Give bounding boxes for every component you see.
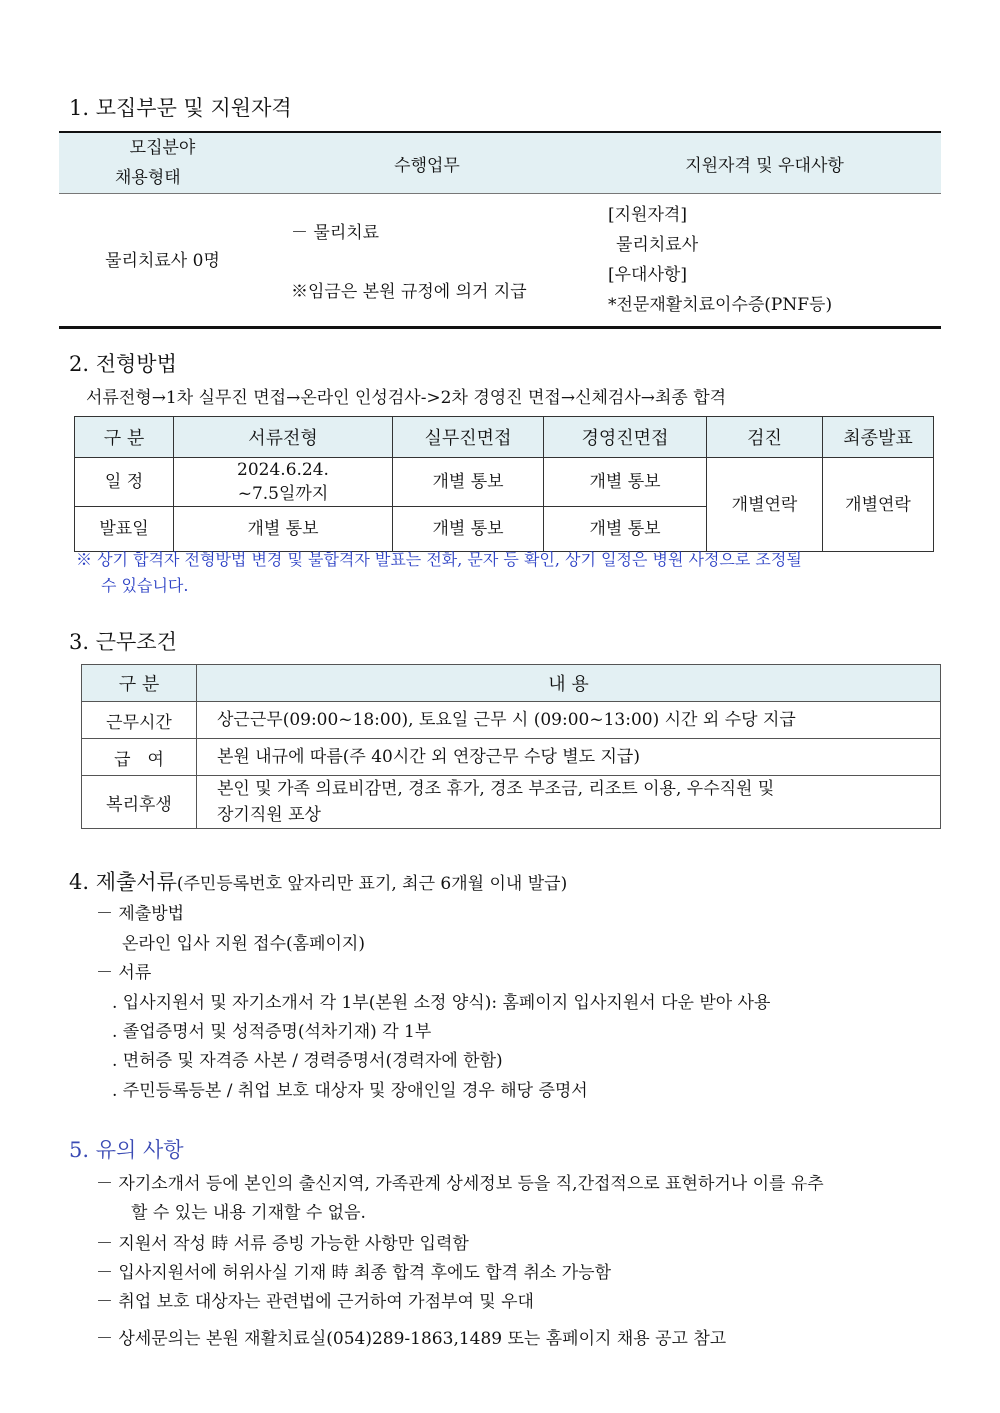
- schedule-staff-interview: 개별 통보: [393, 458, 544, 507]
- notice-item: － 입사지원서에 허위사실 기재 時 최종 합격 후에도 합격 취소 가능함: [96, 1263, 612, 1283]
- qual-line-2: 물리치료사: [616, 235, 699, 255]
- welfare-line-1: 본인 및 가족 의료비감면, 경조 휴가, 경조 부조금, 리조트 이용, 우수직원 및: [217, 779, 775, 799]
- documents-label: － 서류: [96, 963, 152, 983]
- conditions-label-hours: 근무시간: [82, 702, 197, 739]
- duty-cell: [266, 194, 588, 328]
- schedule-note-line-1: ※ 상기 합격자 전형방법 변경 및 불합격자 발표는 전화, 문자 등 확인, 상기 일정은 병원 사정으로 조정될: [76, 550, 802, 569]
- conditions-row: [82, 776, 941, 829]
- working-conditions-table: [81, 664, 941, 829]
- duty-line-2: ※임금은 본원 규정에 의거 지급: [291, 282, 527, 302]
- schedule-row-label: 일 정: [75, 458, 174, 507]
- section-3-title: 3. 근무조건: [69, 630, 177, 654]
- qual-line-4: *전문재활치료이수증(PNF등): [608, 295, 833, 315]
- submit-method: 온라인 입사 지원 접수(홈페이지): [122, 934, 365, 954]
- schedule-header: [75, 417, 934, 458]
- conditions-header-content: 내 용: [197, 665, 941, 702]
- notice-item-1a: － 자기소개서 등에 본인의 출신지역, 가족관계 상세정보 등을 직,간접적으로 표현하거나 이를 유추: [96, 1174, 824, 1194]
- schedule-header-checkup: 검진: [707, 417, 823, 458]
- header-duty: 수행업무: [266, 132, 588, 194]
- conditions-label-salary: 급 여: [82, 739, 197, 776]
- conditions-label-welfare: 복리후생: [82, 776, 197, 829]
- conditions-header: [82, 665, 941, 702]
- qual-line-3: [우대사항]: [608, 265, 687, 285]
- schedule-exec-interview: 개별 통보: [544, 458, 707, 507]
- document-item: . 주민등록등본 / 취업 보호 대상자 및 장애인일 경우 해당 증명서: [112, 1081, 588, 1101]
- notice-item-1b: 할 수 있는 내용 기재할 수 없음.: [131, 1203, 366, 1223]
- field-cell: 물리치료사 0명: [59, 194, 266, 328]
- section-1-title: 1. 모집부문 및 지원자격: [69, 96, 292, 120]
- schedule-header-exec-interview: 경영진면접: [544, 417, 707, 458]
- schedule-document-date-2: ~7.5일까지: [237, 484, 329, 504]
- section-2-title: 2. 전형방법: [69, 352, 177, 376]
- submit-method-label: － 제출방법: [96, 904, 185, 924]
- conditions-row: [82, 739, 941, 776]
- recruitment-table-header: [59, 132, 941, 194]
- qual-line-1: [지원자격]: [608, 205, 687, 225]
- schedule-header-category: 구 분: [75, 417, 174, 458]
- notice-item: － 지원서 작성 時 서류 증빙 가능한 사항만 입력함: [96, 1234, 469, 1254]
- announcement-staff-interview: 개별 통보: [393, 507, 544, 552]
- header-field-type: [59, 132, 266, 194]
- schedule-row: [75, 458, 934, 507]
- conditions-text-salary: 본원 내규에 따름(주 40시간 외 연장근무 수당 별도 지급): [197, 739, 941, 776]
- header-employment-type: 채용형태: [115, 168, 181, 188]
- schedule-note-line-2: 수 있습니다.: [101, 576, 189, 595]
- welfare-line-2: 장기직원 포상: [217, 805, 321, 825]
- recruitment-table: [59, 131, 941, 329]
- conditions-header-category: 구 분: [82, 665, 197, 702]
- section-4-heading: [69, 866, 567, 896]
- selection-flow: 서류전형→1차 실무진 면접→온라인 인성검사->2차 경영진 면접→신체검사→최종 합격: [86, 388, 727, 408]
- selection-schedule-table: [74, 416, 934, 552]
- recruitment-row: [59, 194, 941, 328]
- conditions-text-welfare: [197, 776, 941, 829]
- announcement-document: 개별 통보: [174, 507, 393, 552]
- section-4-title: 4. 제출서류: [69, 870, 177, 894]
- document-item: . 입사지원서 및 자기소개서 각 1부(본원 소정 양식): 홈페이지 입사지원서 다운 받아 사용: [112, 993, 771, 1013]
- checkup-contact: 개별연락: [707, 458, 823, 552]
- schedule-header-staff-interview: 실무진면접: [393, 417, 544, 458]
- section-5-title: 5. 유의 사항: [69, 1138, 184, 1162]
- final-contact: 개별연락: [823, 458, 934, 552]
- qualification-cell: [588, 194, 941, 328]
- document-item: . 면허증 및 자격증 사본 / 경력증명서(경력자에 한함): [112, 1051, 503, 1071]
- duty-line-1: － 물리치료: [291, 223, 380, 243]
- contact-notice: － 상세문의는 본원 재활치료실(054)289-1863,1489 또는 홈페이지 채용 공고 참고: [96, 1329, 727, 1349]
- header-field: 모집분야: [129, 138, 196, 158]
- schedule-document-date-1: 2024.6.24.: [237, 460, 329, 480]
- document-item: . 졸업증명서 및 성적증명(석차기재) 각 1부: [112, 1022, 432, 1042]
- schedule-document-date: [174, 458, 393, 507]
- section-4-title-note: (주민등록번호 앞자리만 표기, 최근 6개월 이내 발급): [176, 874, 568, 894]
- schedule-header-final: 최종발표: [823, 417, 934, 458]
- conditions-text-hours: 상근근무(09:00~18:00), 토요일 근무 시 (09:00~13:00) 시간 외 수당 지급: [197, 702, 941, 739]
- schedule-header-document: 서류전형: [174, 417, 393, 458]
- notice-item: － 취업 보호 대상자는 관련법에 근거하여 가점부여 및 우대: [96, 1292, 534, 1312]
- announcement-exec-interview: 개별 통보: [544, 507, 707, 552]
- conditions-row: [82, 702, 941, 739]
- announcement-row-label: 발표일: [75, 507, 174, 552]
- header-qualification: 지원자격 및 우대사항: [588, 132, 941, 194]
